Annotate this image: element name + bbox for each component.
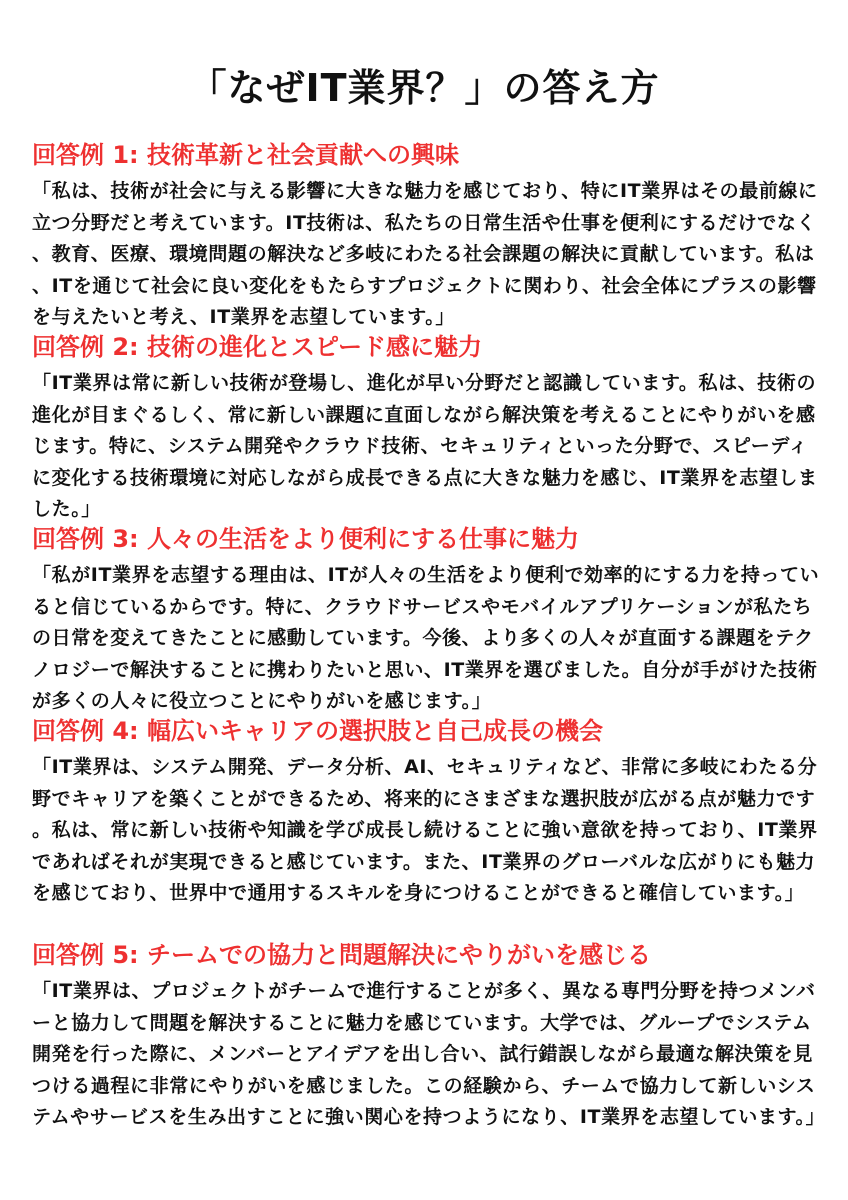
answer-example-3 [32,522,822,718]
answer-example-body: 「私は、技術が社会に与える影響に大きな魅力を感じており、特にIT業界はその最前線に立つ分野だと考えています。IT技術は、私たちの日常生活や仕事を便利にするだけでなく、教育、医療、環境問題の解決など多岐にわたる社会課題の解決に貢献しています。私は、ITを通じて社会に良い変化をもたらすプロジェクトに関わり、社会全体にプラスの影響を与えたいと考え、IT業界を志望しています。」 [32,180,818,328]
answer-example-2 [32,330,822,526]
answer-example-heading: 回答例 5: チームでの協力と問題解決にやりがいを感じる [32,941,652,969]
answer-example-heading: 回答例 1: 技術革新と社会貢献への興味 [32,141,460,169]
answer-example-body: 「IT業界は常に新しい技術が登場し、進化が早い分野だと認識しています。私は、技術の進化が目まぐるしく、常に新しい課題に直面しながら解決策を考えることにやりがいを感じます。特に、システム開発やクラウド技術、セキュリティといった分野で、スピーディに変化する技術環境に対応しながら成長できる点に大きな魅力を感じ、IT業界を志望しました。」 [32,372,818,520]
answer-example-heading: 回答例 2: 技術の進化とスピード感に魅力 [32,333,483,361]
answer-example-body: 「私がIT業界を志望する理由は、ITが人々の生活をより便利で効率的にする力を持っていると信じているからです。特に、クラウドサービスやモバイルアプリケーションが私たちの日常を変えてきたことに感動しています。今後、より多くの人々が直面する課題をテクノロジーで解決することに携わりたいと思い、IT業界を選びました。自分が手がけた技術が多くの人々に役立つことにやりがいを感じます。」 [32,564,820,712]
answer-example-body: 「IT業界は、システム開発、データ分析、AI、セキュリティなど、非常に多岐にわたる分野でキャリアを築くことができるため、将来的にさまざまな選択肢が広がる点が魅力です。私は、常に新しい技術や知識を学び成長し続けることに強い意欲を持っており、IT業界であればそれが実現できると感じています。また、IT業界のグローバルな広がりにも魅力を感じており、世界中で通用するスキルを身につけることができると確信しています。」 [32,756,818,904]
answer-example-4 [32,714,822,910]
page-title: 「なぜIT業界？」の答え方 [188,66,660,110]
answer-example-1 [32,138,822,334]
answer-example-heading: 回答例 3: 人々の生活をより便利にする仕事に魅力 [32,525,580,553]
answer-example-body: 「IT業界は、プロジェクトがチームで進行することが多く、異なる専門分野を持つメンバーと協力して問題を解決することに魅力を感じています。大学では、グループでシステム開発を行った際に、メンバーとアイデアを出し合い、試行錯誤しながら最適な解決策を見つける過程に非常にやりがいを感じました。この経験から、チームで協力して新しいシステムやサービスを生み出すことに強い関心を持つようになり、IT業界を志望しています。」 [32,980,826,1128]
answer-example-5 [32,938,826,1134]
answer-example-heading: 回答例 4: 幅広いキャリアの選択肢と自己成長の機会 [32,717,604,745]
